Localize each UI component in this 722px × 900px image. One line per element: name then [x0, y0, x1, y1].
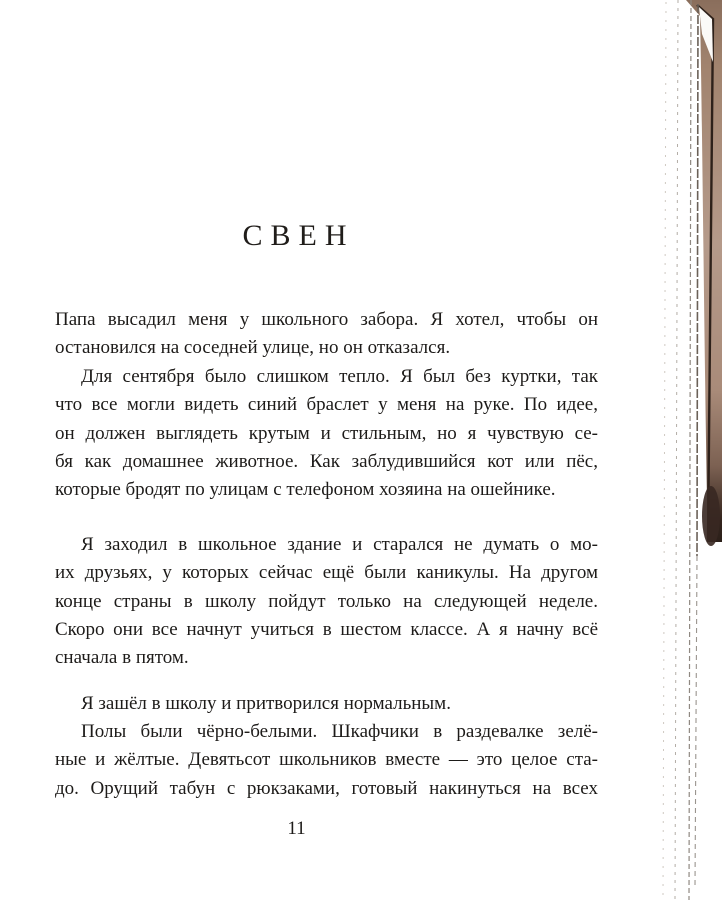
page-block-edge — [697, 5, 713, 542]
page-edge-line — [695, 556, 697, 886]
text-line: что все могли видеть синий браслет у меня на руке. По идее, — [55, 394, 598, 416]
page-number: 11 — [287, 818, 306, 839]
text-line: Я зашёл в школу и притворился нормальным. — [81, 692, 451, 714]
paragraph — [55, 306, 598, 363]
text-line: он должен выглядеть крутым и стильным, но я чувствую се- — [55, 422, 598, 444]
book-fore-edge — [640, 0, 722, 900]
text-line: бя как домашнее животное. Как заблудившийся кот или пёс, — [55, 450, 598, 472]
page-edge-line — [663, 2, 666, 898]
edge-shadow-blob — [702, 486, 720, 546]
text-line: Скоро они все начнут учиться в шестом классе. А я начну всё — [55, 618, 598, 640]
text-line: Для сентября было слишком тепло. Я был без куртки, так — [81, 365, 598, 387]
text-line: до. Орущий табун с рюкзаками, готовый накинуться на всех — [55, 777, 598, 799]
text-line: Папа высадил меня у школьного забора. Я хотел, чтобы он — [55, 309, 598, 330]
text-line: остановился на соседней улице, но он отказался. — [55, 337, 451, 359]
page-edge-line — [689, 0, 691, 900]
top-page-corner — [699, 7, 713, 62]
text-line: ные и жёлтые. Девятьсот школьников вместе — это целое ста- — [55, 749, 598, 771]
page-edge-line — [675, 0, 678, 900]
text-line: которые бродят по улицам с телефоном хозяина на ошейнике. — [55, 479, 556, 501]
text-line: их друзьях, у которых сейчас ещё были каникулы. На другом — [55, 562, 598, 584]
backdrop-wedge — [686, 0, 722, 542]
paragraph — [55, 363, 598, 505]
text-line: сначала в пятом. — [55, 647, 189, 669]
text-line: Я заходил в школьное здание и старался не думать о мо- — [81, 533, 598, 555]
page-edge-line — [697, 4, 698, 556]
paragraph — [55, 718, 598, 803]
page-text — [55, 306, 598, 803]
chapter-title: СВЕН — [242, 219, 355, 252]
text-line: конце страны в школу пойдут только на следующей неделе. — [55, 590, 598, 612]
paragraph — [55, 531, 598, 673]
paragraph — [55, 690, 598, 718]
text-line: Полы были чёрно-белыми. Шкафчики в раздевалке зелё- — [81, 721, 598, 743]
